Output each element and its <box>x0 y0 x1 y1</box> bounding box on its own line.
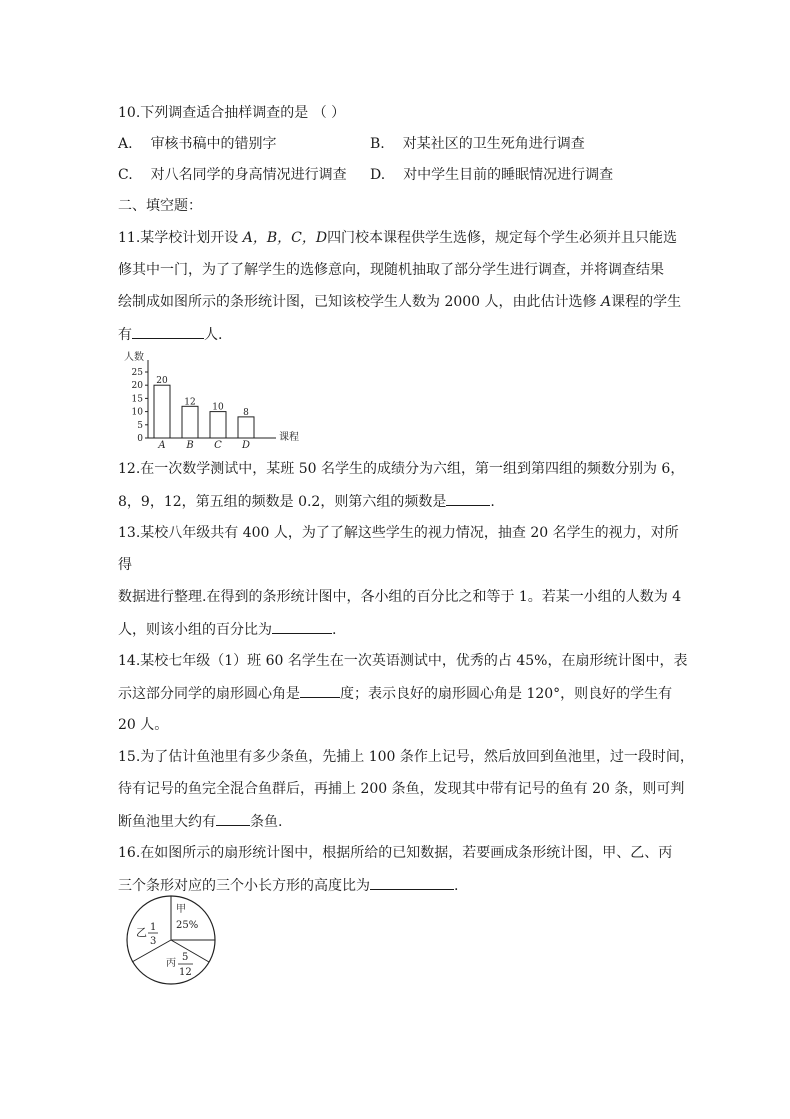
q10-option-b <box>370 134 585 154</box>
q13-line3: 数据进行整理.在得到的条形统计图中，各小组的百分比之和等于 1。若某一小组的人数为 4 <box>118 589 682 605</box>
pie-value-yi-den: 3 <box>150 936 157 947</box>
option-letter: A. <box>118 136 133 152</box>
q13-line1: 13.某校八年级共有 400 人，为了了解这些学生的视力情况，抽查 20 名学生的视力，对所 <box>118 525 679 541</box>
q13-line2: 得 <box>118 557 132 573</box>
y-tick-label: 25 <box>131 368 143 378</box>
bar-value-label: 20 <box>156 376 168 387</box>
bar-chart <box>116 348 316 448</box>
pie-chart <box>120 892 230 992</box>
answer-blank[interactable] <box>370 875 454 890</box>
bar-value-label: 8 <box>243 407 249 418</box>
bar-D <box>238 417 254 438</box>
answer-blank[interactable] <box>300 683 340 698</box>
text: 人. <box>204 327 223 343</box>
text: 四门校本课程供学生选修，规定每个学生必须并且只能选 <box>327 230 678 246</box>
text: . <box>332 622 337 638</box>
q14-line1: 14.某校七年级（1）班 60 名学生在一次英语测试中，优秀的占 45%，在扇形统计图中，表 <box>118 653 688 669</box>
q10-option-a <box>118 134 277 154</box>
text: 11.某学校计划开设 <box>118 230 243 246</box>
pie-value-bing-den: 12 <box>179 967 192 978</box>
answer-blank[interactable] <box>216 811 250 826</box>
text: . <box>490 494 495 510</box>
pie-value-jia: 25% <box>176 920 199 931</box>
q13-line4 <box>118 619 336 640</box>
answer-blank[interactable] <box>132 324 204 339</box>
option-letter: D. <box>370 167 386 183</box>
y-tick-label: 0 <box>137 434 143 444</box>
q11-line1 <box>118 228 677 248</box>
q12-line2 <box>118 491 495 512</box>
option-letter: C. <box>118 167 133 183</box>
text: 绘制成如图所示的条形统计图，已知该校学生人数为 2000 人，由此估计选修 <box>118 294 601 310</box>
answer-blank[interactable] <box>272 619 332 634</box>
option-letter: B. <box>370 136 385 152</box>
q10-stem: 10.下列调查适合抽样调查的是 （ ） <box>118 105 346 121</box>
q11-line3 <box>118 292 681 312</box>
y-axis-label: 人数 <box>124 352 144 363</box>
q16-line1: 16.在如图所示的扇形统计图中，根据所给的已知数据，若要画成条形统计图，甲、乙、丙 <box>118 845 673 861</box>
q10-option-d <box>370 165 613 185</box>
pie-value-bing-num: 5 <box>182 952 189 963</box>
x-tick-label: B <box>186 440 194 448</box>
q11-line2: 修其中一门，为了了解学生的选修意向，现随机抽取了部分学生进行调查，并将调查结果 <box>118 262 664 278</box>
q10-option-c <box>118 165 347 185</box>
text: 断鱼池里大约有 <box>118 814 216 830</box>
text: 示这部分同学的扇形圆心角是 <box>118 686 300 702</box>
pie-label-bing: 丙 <box>166 958 176 969</box>
option-text: 对中学生目前的睡眠情况进行调查 <box>403 167 614 183</box>
pie-label-yi: 乙 <box>136 926 147 939</box>
y-tick-label: 5 <box>137 420 143 431</box>
course-letters: A，B，C，D <box>242 230 328 246</box>
option-text: 对八名同学的身高情况进行调查 <box>150 167 347 183</box>
bar-C <box>210 412 226 438</box>
text: 有 <box>118 327 132 343</box>
q11-line4 <box>118 324 222 345</box>
bar-value-label: 12 <box>184 397 196 408</box>
text: . <box>454 878 459 894</box>
text: 人，则该小组的百分比为 <box>118 622 272 638</box>
pie-value-yi-num: 1 <box>150 922 157 933</box>
bar-value-label: 10 <box>212 402 224 413</box>
pie-label-jia: 甲 <box>176 904 186 915</box>
bar-B <box>182 406 198 438</box>
x-tick-label: A <box>158 440 166 448</box>
course-letter: A <box>600 294 612 310</box>
section-heading: 二、填空题： <box>118 198 202 214</box>
text: 课程的学生 <box>611 294 682 310</box>
x-tick-label: D <box>241 440 251 448</box>
x-tick-label: C <box>214 440 222 448</box>
q15-line3 <box>118 811 282 832</box>
x-axis-label: 课程 <box>279 432 299 443</box>
text: 度；表示良好的扇形圆心角是 120°，则良好的学生有 <box>340 686 673 702</box>
text: 三个条形对应的三个小长方形的高度比为 <box>118 878 370 894</box>
q15-line1: 15.为了估计鱼池里有多少条鱼，先捕上 100 条作上记号，然后放回到鱼池里，过一段时间， <box>118 749 694 765</box>
text: 条鱼. <box>250 814 283 830</box>
bar-A <box>154 385 170 438</box>
text: 8，9，12，第五组的频数是 0.2，则第六组的频数是 <box>118 494 447 510</box>
q14-line3: 20 人。 <box>118 717 169 733</box>
q12-line1: 12.在一次数学测试中，某班 50 名学生的成绩分为六组，第一组到第四组的频数分别为 6， <box>118 461 685 477</box>
q14-line2 <box>118 683 672 704</box>
option-text: 审核书稿中的错别字 <box>150 136 277 152</box>
option-text: 对某社区的卫生死角进行调查 <box>402 136 585 152</box>
y-tick-label: 20 <box>131 381 143 392</box>
y-tick-label: 15 <box>131 394 143 405</box>
y-tick-label: 10 <box>131 407 143 418</box>
q15-line2: 待有记号的鱼完全混合鱼群后，再捕上 200 条鱼，发现其中带有记号的鱼有 20 条，则可判 <box>118 781 685 797</box>
answer-blank[interactable] <box>446 491 490 506</box>
